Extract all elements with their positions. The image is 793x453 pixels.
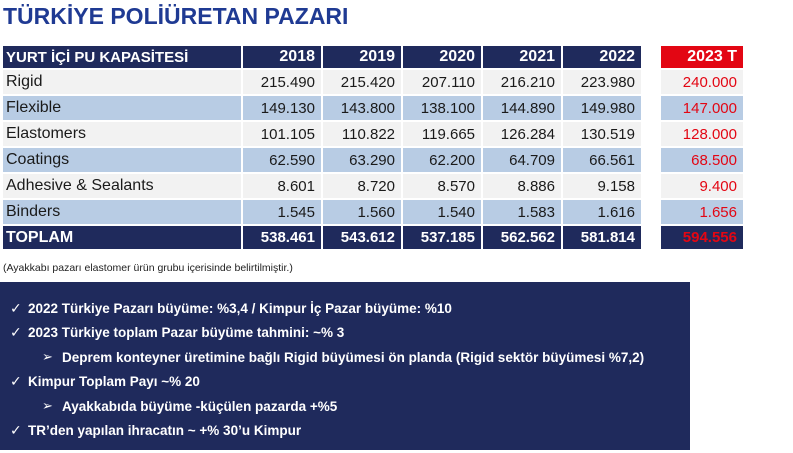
table-header-forecast: 2023 T	[661, 46, 745, 70]
table-cell: 149.980	[563, 96, 643, 122]
column-gap	[643, 96, 661, 122]
total-cell: 538.461	[243, 226, 323, 251]
row-label: Coatings	[3, 148, 243, 174]
table-cell: 110.822	[323, 122, 403, 148]
table-cell: 9.158	[563, 174, 643, 200]
highlights-box	[0, 282, 690, 450]
total-cell: 562.562	[483, 226, 563, 251]
total-forecast-cell: 594.556	[661, 226, 745, 251]
total-label: TOPLAM	[3, 226, 243, 251]
table-cell: 143.800	[323, 96, 403, 122]
table-cell: 1.583	[483, 200, 563, 226]
column-gap	[643, 174, 661, 200]
bullet-text: Ayakkabıda büyüme -küçülen pazarda +%5	[62, 398, 338, 414]
table-cell: 1.540	[403, 200, 483, 226]
forecast-cell: 68.500	[661, 148, 745, 174]
table-cell: 62.590	[243, 148, 323, 174]
bullet-item	[10, 370, 680, 395]
table-cell: 216.210	[483, 70, 563, 96]
table-header-year: 2022	[563, 46, 643, 70]
column-gap	[643, 226, 661, 251]
total-cell: 537.185	[403, 226, 483, 251]
bullet-item	[10, 321, 680, 346]
check-icon: ✓	[10, 373, 22, 390]
column-gap	[643, 200, 661, 226]
table-cell: 215.490	[243, 70, 323, 96]
table-header-year: 2019	[323, 46, 403, 70]
table-cell: 62.200	[403, 148, 483, 174]
table-cell: 119.665	[403, 122, 483, 148]
table-cell: 63.290	[323, 148, 403, 174]
check-icon: ✓	[10, 299, 22, 316]
column-gap	[643, 148, 661, 174]
table-cell: 101.105	[243, 122, 323, 148]
row-label: Adhesive & Sealants	[3, 174, 243, 200]
row-label: Binders	[3, 200, 243, 226]
page-title: TÜRKİYE POLİÜRETAN PAZARI	[3, 3, 349, 29]
table-cell: 138.100	[403, 96, 483, 122]
bullet-text: 2023 Türkiye toplam Pazar büyüme tahmini: ~% 3	[28, 325, 345, 341]
table-cell: 130.519	[563, 122, 643, 148]
total-cell: 581.814	[563, 226, 643, 251]
table-cell: 1.616	[563, 200, 643, 226]
column-gap	[643, 70, 661, 96]
table-cell: 8.886	[483, 174, 563, 200]
table-cell: 66.561	[563, 148, 643, 174]
bullet-text: 2022 Türkiye Pazarı büyüme: %3,4 / Kimpur İç Pazar büyüme: %10	[28, 300, 452, 316]
table-cell: 8.601	[243, 174, 323, 200]
table-cell: 8.720	[323, 174, 403, 200]
table-cell: 144.890	[483, 96, 563, 122]
forecast-cell: 128.000	[661, 122, 745, 148]
forecast-cell: 1.656	[661, 200, 745, 226]
footnote: (Ayakkabı pazarı elastomer ürün grubu içerisinde belirtilmiştir.)	[3, 262, 293, 274]
row-label: Flexible	[3, 96, 243, 122]
table-cell: 1.545	[243, 200, 323, 226]
forecast-cell: 9.400	[661, 174, 745, 200]
table-cell: 64.709	[483, 148, 563, 174]
arrow-icon: ➢	[42, 349, 53, 365]
table-header-year: 2021	[483, 46, 563, 70]
forecast-cell: 240.000	[661, 70, 745, 96]
table-header-year: 2018	[243, 46, 323, 70]
row-label: Rigid	[3, 70, 243, 96]
column-gap	[643, 46, 661, 70]
forecast-cell: 147.000	[661, 96, 745, 122]
table-cell: 215.420	[323, 70, 403, 96]
table-cell: 149.130	[243, 96, 323, 122]
table-cell: 8.570	[403, 174, 483, 200]
bullet-text: Kimpur Toplam Payı ~% 20	[28, 374, 200, 390]
capacity-table	[3, 46, 745, 251]
check-icon: ✓	[10, 422, 22, 439]
sub-bullet-item	[10, 345, 680, 370]
bullet-item	[10, 296, 680, 321]
table-cell: 223.980	[563, 70, 643, 96]
total-cell: 543.612	[323, 226, 403, 251]
bullet-text: Deprem konteyner üretimine bağlı Rigid büyümesi ön planda (Rigid sektör büyümesi %7,2)	[62, 349, 645, 365]
sub-bullet-item	[10, 394, 680, 419]
arrow-icon: ➢	[42, 398, 53, 414]
bullet-text: TR’den yapılan ihracatın ~ +% 30’u Kimpur	[28, 423, 302, 439]
table-cell: 207.110	[403, 70, 483, 96]
table-header-year: 2020	[403, 46, 483, 70]
table-cell: 1.560	[323, 200, 403, 226]
table-cell: 126.284	[483, 122, 563, 148]
check-icon: ✓	[10, 324, 22, 341]
table-header-label: YURT İÇİ PU KAPASİTESİ	[3, 46, 243, 70]
bullet-item	[10, 419, 680, 444]
row-label: Elastomers	[3, 122, 243, 148]
column-gap	[643, 122, 661, 148]
